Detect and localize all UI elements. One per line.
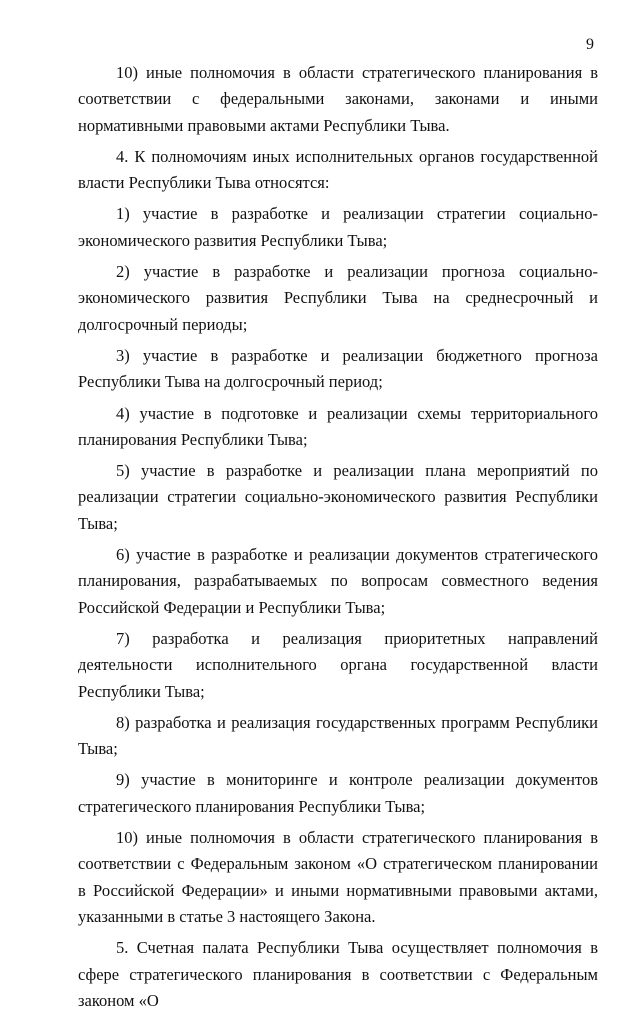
list-item-6: 6) участие в разработке и реализации документов стратегического планирования, разрабатываемых по вопросам совместного ведения Российской Федерации и Республики Тыва; (78, 545, 598, 617)
document-body (78, 60, 598, 1019)
paragraph-section-4: 4. К полномочиям иных исполнительных органов государственной власти Республики Тыва относятся: (78, 146, 598, 193)
list-item-2: 2) участие в разработке и реализации прогноза социально-экономического развития Республики Тыва на среднесрочный и долгосрочный периоды; (78, 262, 598, 334)
paragraph-section-5: 5. Счетная палата Республики Тыва осуществляет полномочия в сфере стратегического планирования в соответствии с Федеральным законом «О (78, 938, 598, 1010)
list-item-8: 8) разработка и реализация государственных программ Республики Тыва; (78, 712, 598, 759)
list-item-10: 10) иные полномочия в области стратегического планирования в соответствии с Федеральным законом «О стратегическом планировании в Российской Федерации» и иными нормативными правовыми актами, указанными в статье 3 настоящего Закона. (78, 828, 598, 926)
list-item-5: 5) участие в разработке и реализации плана мероприятий по реализации стратегии социально-экономического развития Республики Тыва; (78, 461, 598, 533)
list-item-4: 4) участие в подготовке и реализации схемы территориального планирования Республики Тыва; (78, 403, 598, 449)
page-number: 9 (586, 36, 594, 53)
list-item-1: 1) участие в разработке и реализации стратегии социально-экономического развития Республики Тыва; (78, 204, 598, 250)
list-item-3: 3) участие в разработке и реализации бюджетного прогноза Республики Тыва на долгосрочный период; (78, 345, 598, 392)
list-item-7: 7) разработка и реализация приоритетных направлений деятельности исполнительного органа государственной власти Республики Тыва; (78, 628, 598, 701)
list-item-9: 9) участие в мониторинге и контроле реализации документов стратегического планирования Республики Тыва; (78, 770, 598, 816)
paragraph-item-10-powers: 10) иные полномочия в области стратегического планирования в соответствии с федеральными законами, законами и иными нормативными правовыми актами Республики Тыва. (78, 63, 598, 135)
